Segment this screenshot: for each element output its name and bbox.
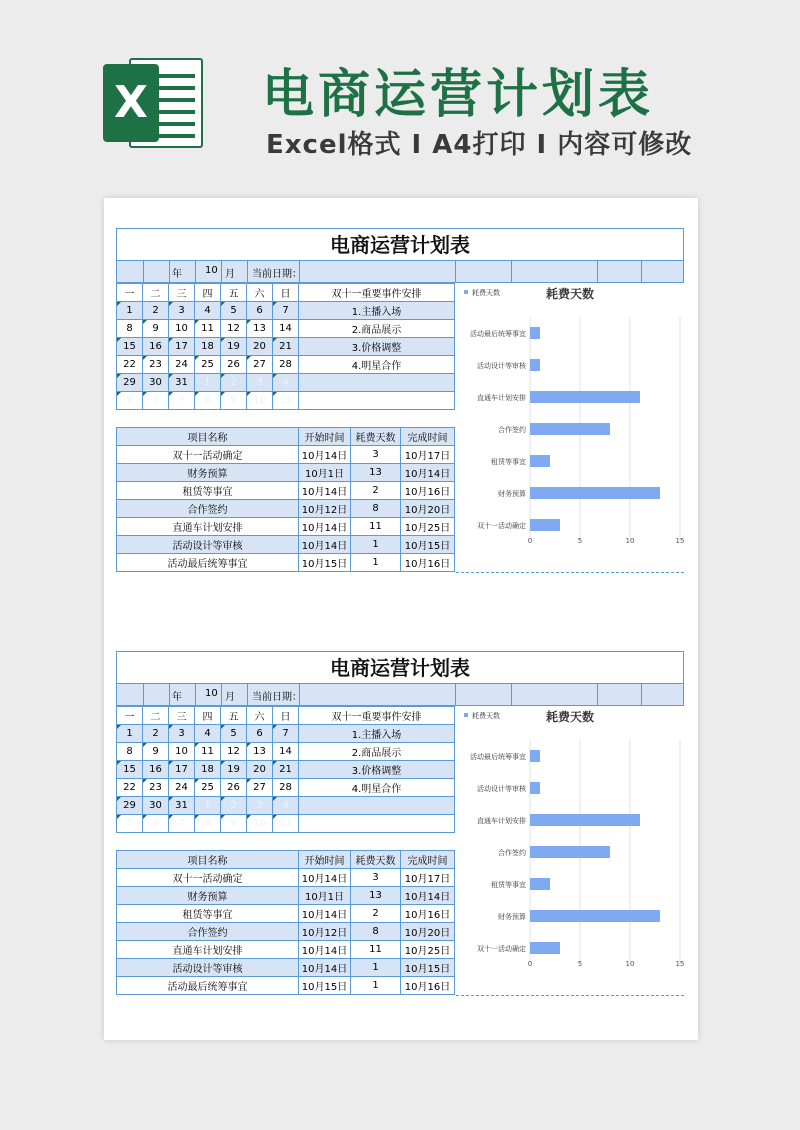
calendar-row (117, 320, 299, 338)
calendar-day[interactable]: 19 (221, 338, 247, 356)
task-cell[interactable]: 11 (351, 518, 401, 536)
calendar-row (117, 356, 299, 374)
task-cell[interactable]: 合作签约 (117, 500, 299, 518)
calendar-day[interactable]: 2 (143, 725, 169, 743)
excel-logo-icon (103, 58, 203, 148)
calendar-day[interactable]: 16 (143, 338, 169, 356)
task-cell[interactable]: 1 (351, 536, 401, 554)
calendar-day[interactable]: 22 (117, 779, 143, 797)
calendar-day[interactable]: 25 (195, 779, 221, 797)
calendar-day[interactable]: 13 (247, 320, 273, 338)
calendar-day[interactable]: 28 (273, 356, 299, 374)
calendar-day[interactable]: 6 (143, 392, 169, 410)
bar (530, 750, 540, 762)
table-row (117, 941, 455, 959)
calendar-day[interactable]: 23 (143, 779, 169, 797)
category-label: 直通车计划安排 (477, 817, 526, 825)
calendar-day[interactable]: 10 (247, 815, 273, 833)
calendar-day[interactable]: 29 (117, 374, 143, 392)
tick-label: 15 (675, 537, 684, 545)
calendar-day[interactable]: 26 (221, 356, 247, 374)
tick-label: 5 (577, 960, 583, 968)
task-cell[interactable]: 3 (351, 869, 401, 887)
task-cell[interactable]: 10月14日 (401, 887, 455, 905)
task-cell[interactable]: 13 (351, 887, 401, 905)
bar (530, 487, 660, 499)
sheet-title: 电商运营计划表 (116, 651, 684, 684)
event-item[interactable]: 4.明星合作 (299, 779, 455, 797)
task-cell[interactable]: 10月15日 (401, 536, 455, 554)
calendar-day[interactable]: 2 (221, 797, 247, 815)
table-row (117, 869, 455, 887)
date-label: 当前日期： (252, 692, 302, 703)
calendar-day[interactable]: 18 (195, 338, 221, 356)
calendar-row (117, 725, 299, 743)
table-row (117, 923, 455, 941)
calendar-day[interactable]: 2 (221, 374, 247, 392)
category-label: 活动设计等审核 (477, 362, 526, 370)
category-label: 租赁等事宜 (491, 458, 526, 466)
calendar-row (117, 779, 299, 797)
logo-letter: X (103, 64, 159, 142)
category-label: 合作签约 (498, 426, 526, 434)
task-cell[interactable]: 10月1日 (299, 464, 351, 482)
category-label: 活动设计等审核 (477, 785, 526, 793)
event-item[interactable]: 3.价格调整 (299, 338, 455, 356)
bar (530, 423, 610, 435)
calendar-row (117, 392, 299, 410)
task-cell[interactable]: 10月14日 (299, 905, 351, 923)
calendar-day[interactable]: 26 (221, 779, 247, 797)
calendar-row (117, 302, 299, 320)
calendar-day[interactable]: 20 (247, 761, 273, 779)
calendar-day[interactable]: 17 (169, 761, 195, 779)
calendar-day[interactable]: 1 (195, 797, 221, 815)
calendar-day[interactable]: 2 (143, 302, 169, 320)
category-label: 双十一活动确定 (477, 522, 526, 530)
days-bar-chart (456, 283, 684, 573)
chart-svg (456, 283, 684, 573)
header-banner (0, 0, 800, 180)
bar (530, 519, 560, 531)
table-row (117, 482, 455, 500)
task-cell[interactable]: 10月17日 (401, 869, 455, 887)
task-cell[interactable]: 1 (351, 959, 401, 977)
calendar-day[interactable]: 9 (221, 392, 247, 410)
task-cell[interactable]: 11 (351, 941, 401, 959)
calendar-day[interactable]: 25 (195, 356, 221, 374)
calendar-day[interactable]: 6 (143, 815, 169, 833)
calendar-day[interactable]: 24 (169, 356, 195, 374)
calendar-day[interactable]: 27 (247, 779, 273, 797)
bar (530, 910, 660, 922)
task-cell[interactable]: 财务预算 (117, 887, 299, 905)
category-label: 活动最后统筹事宜 (470, 330, 526, 338)
task-cell[interactable]: 10月14日 (299, 869, 351, 887)
table-row (117, 887, 455, 905)
calendar-day[interactable]: 4 (273, 797, 299, 815)
table-row (117, 536, 455, 554)
category-label: 直通车计划安排 (477, 394, 526, 402)
table-row (117, 977, 455, 995)
tick-label: 10 (625, 960, 635, 968)
calendar-day[interactable]: 18 (195, 761, 221, 779)
calendar-day[interactable]: 1 (117, 302, 143, 320)
bar (530, 782, 540, 794)
calendar-day[interactable]: 8 (195, 815, 221, 833)
tick-label: 0 (527, 537, 533, 545)
month-value[interactable]: 10 (205, 688, 218, 699)
calendar-day[interactable]: 12 (221, 743, 247, 761)
calendar-day[interactable]: 4 (195, 302, 221, 320)
table-row (117, 518, 455, 536)
task-cell[interactable]: 租赁等事宜 (117, 482, 299, 500)
task-cell[interactable]: 10月25日 (401, 518, 455, 536)
calendar-day[interactable]: 1 (117, 725, 143, 743)
task-cell[interactable]: 3 (351, 446, 401, 464)
task-cell[interactable]: 财务预算 (117, 464, 299, 482)
calendar-grid (116, 706, 299, 833)
task-cell[interactable]: 10月1日 (299, 887, 351, 905)
task-cell[interactable]: 双十一活动确定 (117, 869, 299, 887)
bar (530, 455, 550, 467)
plan-sheet-2 (116, 651, 684, 1007)
document-page (104, 198, 698, 1040)
events-table (298, 706, 455, 833)
event-item[interactable] (299, 374, 455, 392)
calendar-day[interactable]: 9 (221, 815, 247, 833)
calendar-day[interactable]: 4 (195, 725, 221, 743)
legend-swatch (464, 713, 468, 717)
calendar-row (117, 374, 299, 392)
task-cell[interactable]: 活动最后统筹事宜 (117, 977, 299, 995)
calendar-day[interactable]: 5 (221, 302, 247, 320)
table-row (117, 464, 455, 482)
calendar-day[interactable]: 11 (273, 815, 299, 833)
calendar-day[interactable]: 16 (143, 761, 169, 779)
task-cell[interactable]: 10月17日 (401, 446, 455, 464)
info-row (116, 684, 684, 706)
calendar-day[interactable]: 30 (143, 797, 169, 815)
task-cell[interactable]: 直通车计划安排 (117, 518, 299, 536)
calendar-row (117, 797, 299, 815)
calendar-day[interactable]: 19 (221, 761, 247, 779)
calendar-day[interactable]: 11 (195, 743, 221, 761)
calendar-day[interactable]: 21 (273, 761, 299, 779)
calendar-day[interactable]: 6 (247, 725, 273, 743)
task-cell[interactable]: 2 (351, 905, 401, 923)
calendar-day[interactable]: 5 (221, 725, 247, 743)
task-cell[interactable]: 10月14日 (401, 464, 455, 482)
task-cell[interactable]: 租赁等事宜 (117, 905, 299, 923)
calendar-day[interactable]: 3 (247, 374, 273, 392)
task-cell[interactable]: 13 (351, 464, 401, 482)
event-item[interactable] (299, 392, 455, 410)
calendar-day[interactable]: 12 (221, 320, 247, 338)
legend-swatch (464, 290, 468, 294)
chart-svg (456, 706, 684, 996)
calendar-row (117, 743, 299, 761)
calendar-day[interactable]: 11 (273, 392, 299, 410)
legend-label: 耗费天数 (472, 289, 500, 297)
chart-title: 耗费天数 (545, 710, 595, 724)
divider (456, 995, 684, 996)
calendar-grid (116, 283, 299, 410)
bar (530, 327, 540, 339)
calendar-day[interactable]: 7 (273, 725, 299, 743)
task-cell[interactable]: 10月16日 (401, 554, 455, 572)
calendar-day[interactable]: 13 (247, 743, 273, 761)
tick-label: 0 (527, 960, 533, 968)
task-cell[interactable]: 活动最后统筹事宜 (117, 554, 299, 572)
task-cell[interactable]: 10月16日 (401, 977, 455, 995)
task-cell[interactable]: 8 (351, 923, 401, 941)
calendar-day[interactable]: 30 (143, 374, 169, 392)
event-item[interactable]: 1.主播入场 (299, 725, 455, 743)
calendar-day[interactable]: 24 (169, 779, 195, 797)
calendar-day[interactable]: 1 (195, 374, 221, 392)
table-row (117, 554, 455, 572)
events-header: 双十一重要事件安排 (299, 284, 455, 302)
task-cell[interactable]: 8 (351, 500, 401, 518)
events-table (298, 283, 455, 410)
calendar-day[interactable]: 7 (273, 302, 299, 320)
calendar-day[interactable]: 17 (169, 338, 195, 356)
task-cell[interactable]: 10月14日 (299, 536, 351, 554)
bar (530, 942, 560, 954)
chart-title: 耗费天数 (545, 287, 595, 301)
category-label: 财务预算 (498, 913, 526, 921)
weekday-row: 一 二 三 四 五 六 日 (117, 284, 299, 302)
banner-title: 电商运营计划表 (262, 65, 655, 125)
divider (456, 572, 684, 573)
tick-label: 10 (625, 537, 635, 545)
event-item[interactable] (299, 797, 455, 815)
banner-subtitle: Excel格式 I A4打印 I 内容可修改 (266, 130, 693, 160)
date-label: 当前日期： (252, 269, 302, 280)
calendar-row (117, 815, 299, 833)
calendar-day[interactable]: 14 (273, 743, 299, 761)
event-item[interactable]: 2.商品展示 (299, 320, 455, 338)
task-cell[interactable]: 活动设计等审核 (117, 959, 299, 977)
task-cell[interactable]: 10月14日 (299, 959, 351, 977)
calendar-day[interactable]: 28 (273, 779, 299, 797)
plan-sheet-1 (116, 228, 684, 584)
calendar-day[interactable]: 21 (273, 338, 299, 356)
calendar-day[interactable]: 3 (247, 797, 273, 815)
task-cell[interactable]: 10月20日 (401, 923, 455, 941)
calendar-day[interactable]: 14 (273, 320, 299, 338)
calendar-day[interactable]: 22 (117, 356, 143, 374)
event-item[interactable]: 3.价格调整 (299, 761, 455, 779)
event-item[interactable] (299, 815, 455, 833)
task-cell[interactable]: 10月16日 (401, 482, 455, 500)
event-item[interactable]: 4.明星合作 (299, 356, 455, 374)
calendar-day[interactable]: 3 (169, 725, 195, 743)
calendar-day[interactable]: 31 (169, 374, 195, 392)
bar (530, 391, 640, 403)
calendar-day[interactable]: 8 (117, 320, 143, 338)
task-cell[interactable]: 1 (351, 977, 401, 995)
category-label: 合作签约 (498, 849, 526, 857)
calendar-day[interactable]: 7 (169, 815, 195, 833)
bar (530, 814, 640, 826)
category-label: 活动最后统筹事宜 (470, 753, 526, 761)
task-cell[interactable]: 10月12日 (299, 500, 351, 518)
task-cell[interactable]: 10月15日 (299, 977, 351, 995)
calendar-day[interactable]: 7 (169, 392, 195, 410)
task-cell[interactable]: 10月16日 (401, 905, 455, 923)
legend-label: 耗费天数 (472, 712, 500, 720)
calendar-row (117, 761, 299, 779)
calendar-day[interactable]: 10 (169, 320, 195, 338)
calendar-row (117, 338, 299, 356)
event-item[interactable]: 2.商品展示 (299, 743, 455, 761)
category-label: 财务预算 (498, 490, 526, 498)
weekday-row: 一 二 三 四 五 六 日 (117, 707, 299, 725)
calendar-day[interactable]: 8 (195, 392, 221, 410)
task-cell[interactable]: 10月14日 (299, 941, 351, 959)
bar (530, 359, 540, 371)
task-cell[interactable]: 10月20日 (401, 500, 455, 518)
calendar-day[interactable]: 23 (143, 356, 169, 374)
task-cell[interactable]: 10月14日 (299, 482, 351, 500)
task-cell[interactable]: 双十一活动确定 (117, 446, 299, 464)
tasks-table (116, 850, 455, 995)
calendar-day[interactable]: 10 (247, 392, 273, 410)
year-label: 年 (172, 269, 182, 280)
tick-label: 5 (577, 537, 583, 545)
calendar-day[interactable]: 8 (117, 743, 143, 761)
task-cell[interactable]: 10月25日 (401, 941, 455, 959)
month-label: 月 (225, 269, 235, 280)
calendar-day[interactable]: 3 (169, 302, 195, 320)
month-value[interactable]: 10 (205, 265, 218, 276)
info-row (116, 261, 684, 283)
task-cell[interactable]: 1 (351, 554, 401, 572)
calendar-day[interactable]: 31 (169, 797, 195, 815)
table-row (117, 500, 455, 518)
calendar-day[interactable]: 27 (247, 356, 273, 374)
calendar-day[interactable]: 4 (273, 374, 299, 392)
task-cell[interactable]: 直通车计划安排 (117, 941, 299, 959)
tasks-table (116, 427, 455, 572)
task-cell[interactable]: 2 (351, 482, 401, 500)
calendar-day[interactable]: 6 (247, 302, 273, 320)
events-header: 双十一重要事件安排 (299, 707, 455, 725)
calendar-day[interactable]: 11 (195, 320, 221, 338)
task-cell[interactable]: 10月15日 (401, 959, 455, 977)
table-row (117, 959, 455, 977)
tick-label: 15 (675, 960, 684, 968)
task-cell[interactable]: 10月14日 (299, 446, 351, 464)
month-label: 月 (225, 692, 235, 703)
bar (530, 846, 610, 858)
task-cell[interactable]: 10月12日 (299, 923, 351, 941)
category-label: 双十一活动确定 (477, 945, 526, 953)
calendar-day[interactable]: 9 (143, 743, 169, 761)
bar (530, 878, 550, 890)
calendar-day[interactable]: 29 (117, 797, 143, 815)
calendar-day[interactable]: 20 (247, 338, 273, 356)
days-bar-chart (456, 706, 684, 996)
table-row (117, 446, 455, 464)
category-label: 租赁等事宜 (491, 881, 526, 889)
task-cell[interactable]: 10月15日 (299, 554, 351, 572)
calendar-day[interactable]: 5 (117, 815, 143, 833)
event-item[interactable]: 1.主播入场 (299, 302, 455, 320)
table-row (117, 905, 455, 923)
task-cell[interactable]: 10月14日 (299, 518, 351, 536)
calendar-day[interactable]: 15 (117, 761, 143, 779)
tasks-header-row: 项目名称 开始时间 耗费天数 完成时间 (117, 851, 455, 869)
calendar-day[interactable]: 9 (143, 320, 169, 338)
task-cell[interactable]: 合作签约 (117, 923, 299, 941)
calendar-day[interactable]: 10 (169, 743, 195, 761)
calendar-day[interactable]: 5 (117, 392, 143, 410)
tasks-header-row: 项目名称 开始时间 耗费天数 完成时间 (117, 428, 455, 446)
calendar-day[interactable]: 15 (117, 338, 143, 356)
year-label: 年 (172, 692, 182, 703)
task-cell[interactable]: 活动设计等审核 (117, 536, 299, 554)
sheet-title: 电商运营计划表 (116, 228, 684, 261)
